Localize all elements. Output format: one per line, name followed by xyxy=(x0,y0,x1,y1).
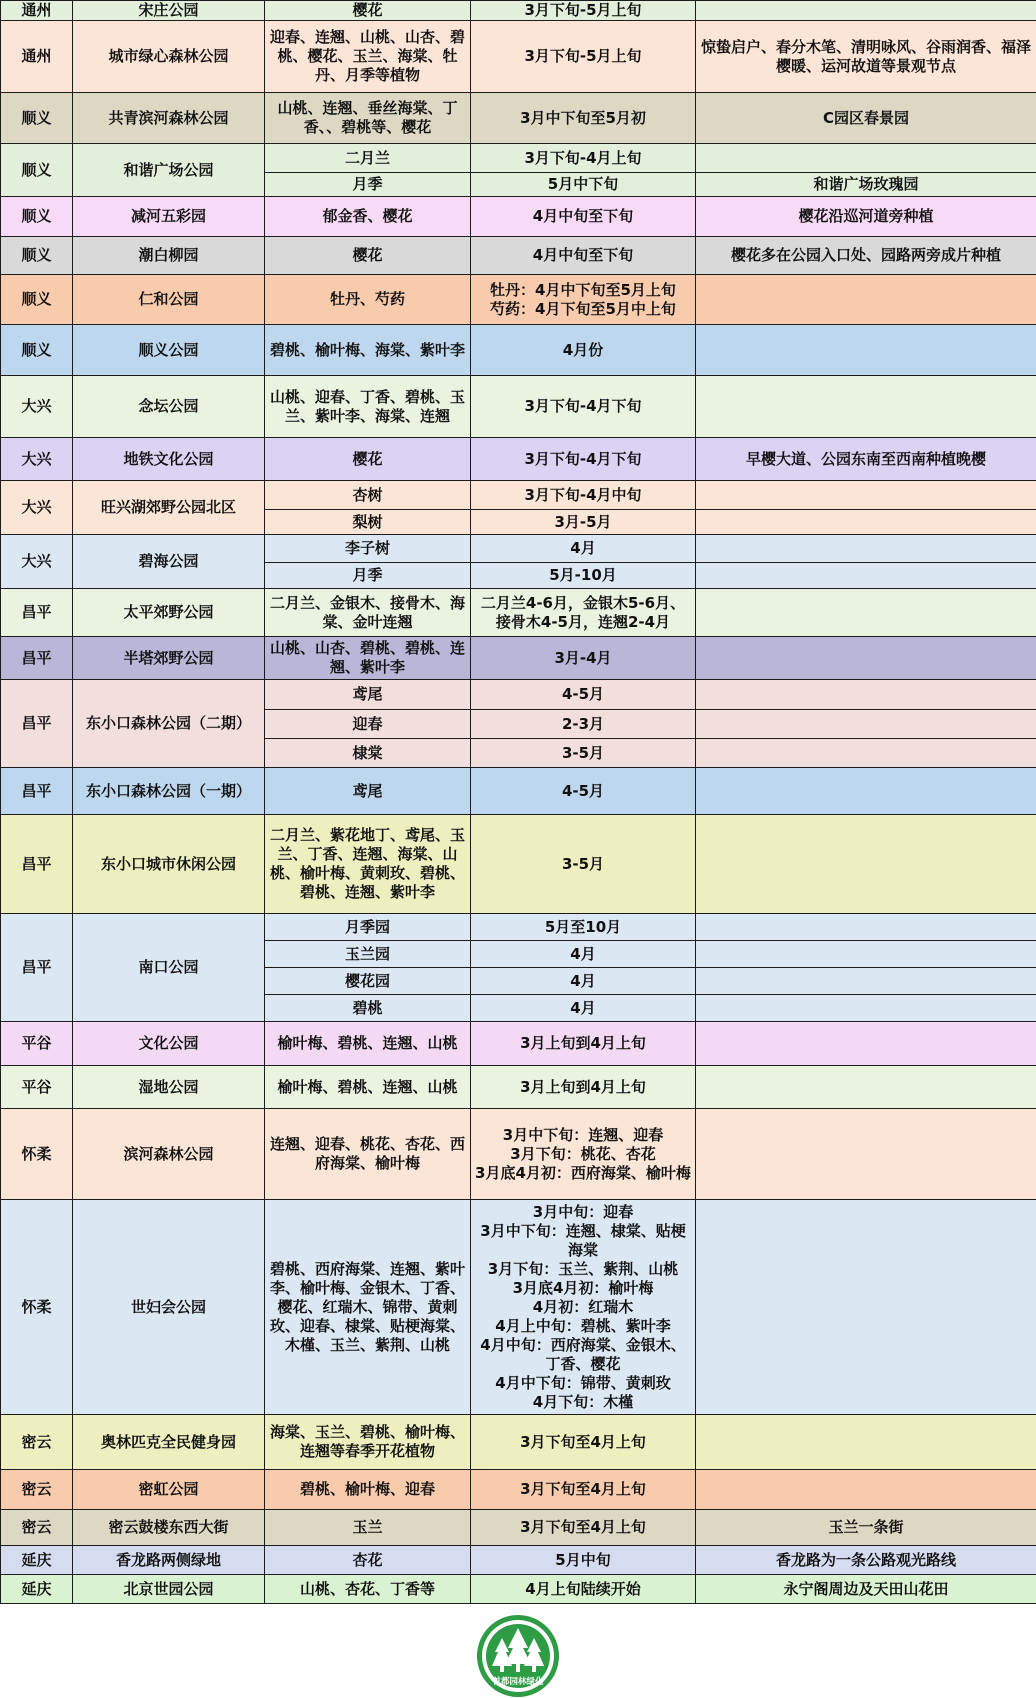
park-name-cell: 密虹公园 xyxy=(73,1470,265,1510)
district-cell: 顺义 xyxy=(1,237,73,275)
bloom-period-cell: 3月下旬至4月上旬 xyxy=(471,1510,696,1546)
highlight-cell xyxy=(696,510,1036,535)
district-cell: 顺义 xyxy=(1,144,73,197)
table-row xyxy=(1,21,1036,93)
highlight-cell xyxy=(696,768,1036,815)
highlight-cell xyxy=(696,376,1036,438)
table-row xyxy=(1,1470,1036,1510)
bloom-period-cell: 4月中旬至下旬 xyxy=(471,197,696,237)
table-row xyxy=(1,237,1036,275)
table-row xyxy=(1,1575,1036,1604)
bloom-period-cell: 5月中旬 xyxy=(471,1546,696,1575)
bloom-period-cell: 3月-4月 xyxy=(471,637,696,680)
highlight-cell xyxy=(696,637,1036,680)
highlight-cell xyxy=(696,710,1036,739)
park-name-cell: 太平郊野公园 xyxy=(73,589,265,637)
table-row xyxy=(1,438,1036,481)
highlight-cell xyxy=(696,680,1036,710)
park-name-cell: 碧海公园 xyxy=(73,535,265,589)
highlight-cell: 香龙路为一条公路观光路线 xyxy=(696,1546,1036,1575)
flower-cell: 月季 xyxy=(265,563,471,589)
bloom-period-cell: 二月兰4-6月，金银木5-6月、接骨木4-5月，连翘2-4月 xyxy=(471,589,696,637)
bloom-period-cell: 3月下旬-4月下旬 xyxy=(471,376,696,438)
park-name-cell: 北京世园公园 xyxy=(73,1575,265,1604)
bloom-period-cell: 4月份 xyxy=(471,325,696,376)
highlight-cell: 和谐广场玫瑰园 xyxy=(696,173,1036,197)
highlight-cell xyxy=(696,941,1036,968)
flower-cell: 碧桃 xyxy=(265,995,471,1022)
park-name-cell: 共青滨河森林公园 xyxy=(73,93,265,144)
park-name-cell: 减河五彩园 xyxy=(73,197,265,237)
bloom-period-cell: 3月下旬-4月下旬 xyxy=(471,438,696,481)
bloom-period-cell: 3月下旬-4月中旬 xyxy=(471,481,696,510)
bloom-period-cell: 5月至10月 xyxy=(471,914,696,941)
table-row xyxy=(1,914,1036,941)
district-cell: 昌平 xyxy=(1,768,73,815)
flower-cell: 山桃、山杏、碧桃、碧桃、连翘、紫叶李 xyxy=(265,637,471,680)
table-row xyxy=(1,637,1036,680)
district-cell: 平谷 xyxy=(1,1022,73,1066)
table-row xyxy=(1,275,1036,325)
highlight-cell xyxy=(696,144,1036,173)
flower-cell: 牡丹、芍药 xyxy=(265,275,471,325)
park-name-cell: 和谐广场公园 xyxy=(73,144,265,197)
district-cell: 怀柔 xyxy=(1,1200,73,1415)
highlight-cell: 永宁阁周边及天田山花田 xyxy=(696,1575,1036,1604)
district-cell: 昌平 xyxy=(1,815,73,914)
bloom-period-cell: 3月下旬至4月上旬 xyxy=(471,1415,696,1470)
flower-cell: 杏树 xyxy=(265,481,471,510)
park-name-cell: 半塔郊野公园 xyxy=(73,637,265,680)
table-row xyxy=(1,815,1036,914)
highlight-cell xyxy=(696,1415,1036,1470)
park-name-cell: 念坛公园 xyxy=(73,376,265,438)
park-name-cell: 湿地公园 xyxy=(73,1066,265,1109)
district-cell: 昌平 xyxy=(1,637,73,680)
flower-cell: 玉兰 xyxy=(265,1510,471,1546)
flower-cell: 郁金香、樱花 xyxy=(265,197,471,237)
bloom-period-cell: 3月下旬-5月上旬 xyxy=(471,21,696,93)
bloom-period-cell: 3-5月 xyxy=(471,815,696,914)
district-cell: 大兴 xyxy=(1,535,73,589)
bloom-period-cell: 4-5月 xyxy=(471,680,696,710)
park-name-cell: 城市绿心森林公园 xyxy=(73,21,265,93)
highlight-cell: 惊蛰启户、春分木笔、清明咏风、谷雨润香、福泽樱暖、运河故道等景观节点 xyxy=(696,21,1036,93)
bloom-period-cell: 3月-5月 xyxy=(471,510,696,535)
highlight-cell xyxy=(696,1066,1036,1109)
flower-cell: 榆叶梅、碧桃、连翘、山桃 xyxy=(265,1022,471,1066)
footer xyxy=(0,1608,1036,1697)
district-cell: 密云 xyxy=(1,1470,73,1510)
park-name-cell: 旺兴湖郊野公园北区 xyxy=(73,481,265,535)
highlight-cell xyxy=(696,995,1036,1022)
flower-cell: 玉兰园 xyxy=(265,941,471,968)
table-row xyxy=(1,1,1036,21)
highlight-cell xyxy=(696,325,1036,376)
district-cell: 大兴 xyxy=(1,438,73,481)
table-row xyxy=(1,1200,1036,1415)
park-name-cell: 奥林匹克全民健身园 xyxy=(73,1415,265,1470)
district-cell: 延庆 xyxy=(1,1546,73,1575)
district-cell: 大兴 xyxy=(1,481,73,535)
highlight-cell xyxy=(696,589,1036,637)
highlight-cell xyxy=(696,1022,1036,1066)
park-name-cell: 世妇会公园 xyxy=(73,1200,265,1415)
table-row xyxy=(1,1510,1036,1546)
flower-cell: 山桃、迎春、丁香、碧桃、玉兰、紫叶李、海棠、连翘 xyxy=(265,376,471,438)
flower-cell: 二月兰、金银木、接骨木、海棠、金叶连翘 xyxy=(265,589,471,637)
park-name-cell: 地铁文化公园 xyxy=(73,438,265,481)
park-name-cell: 滨河森林公园 xyxy=(73,1109,265,1200)
flower-cell: 连翘、迎春、桃花、杏花、西府海棠、榆叶梅 xyxy=(265,1109,471,1200)
district-cell: 大兴 xyxy=(1,376,73,438)
bloom-period-cell: 4月 xyxy=(471,968,696,995)
flower-cell: 鸢尾 xyxy=(265,768,471,815)
park-name-cell: 东小口森林公园（二期） xyxy=(73,680,265,768)
flower-cell: 山桃、连翘、垂丝海棠、丁香、、碧桃等、樱花 xyxy=(265,93,471,144)
flower-cell: 棣棠 xyxy=(265,739,471,768)
district-cell: 通州 xyxy=(1,21,73,93)
bloom-period-cell: 3-5月 xyxy=(471,739,696,768)
highlight-cell xyxy=(696,1470,1036,1510)
district-cell: 通州 xyxy=(1,1,73,21)
bloom-period-cell: 3月上旬到4月上旬 xyxy=(471,1066,696,1109)
flower-cell: 海棠、玉兰、碧桃、榆叶梅、连翘等春季开花植物 xyxy=(265,1415,471,1470)
bloom-period-cell: 3月下旬-4月上旬 xyxy=(471,144,696,173)
park-name-cell: 东小口森林公园（一期） xyxy=(73,768,265,815)
bloom-period-cell: 4月中旬至下旬 xyxy=(471,237,696,275)
highlight-cell: 玉兰一条街 xyxy=(696,1510,1036,1546)
highlight-cell xyxy=(696,968,1036,995)
logo-text: 首都园林绿化 xyxy=(492,1676,544,1687)
district-cell: 昌平 xyxy=(1,914,73,1022)
district-cell: 顺义 xyxy=(1,197,73,237)
district-cell: 密云 xyxy=(1,1510,73,1546)
flower-cell: 二月兰、紫花地丁、鸢尾、玉兰、丁香、连翘、海棠、山桃、榆叶梅、黄刺玫、碧桃、碧桃、连翘、紫叶李 xyxy=(265,815,471,914)
bloom-period-cell: 3月下旬-5月上旬 xyxy=(471,1,696,21)
table-row xyxy=(1,325,1036,376)
park-name-cell: 密云鼓楼东西大街 xyxy=(73,1510,265,1546)
bloom-period-cell: 4月上旬陆续开始 xyxy=(471,1575,696,1604)
highlight-cell xyxy=(696,563,1036,589)
district-cell: 顺义 xyxy=(1,325,73,376)
highlight-cell xyxy=(696,535,1036,563)
bloom-period-cell: 2-3月 xyxy=(471,710,696,739)
district-cell: 平谷 xyxy=(1,1066,73,1109)
bloom-period-cell: 3月中下旬：连翘、迎春 3月下旬：桃花、杏花 3月底4月初：西府海棠、榆叶梅 xyxy=(471,1109,696,1200)
flower-cell: 樱花园 xyxy=(265,968,471,995)
district-cell: 延庆 xyxy=(1,1575,73,1604)
tree-icon xyxy=(476,1614,560,1698)
district-cell: 密云 xyxy=(1,1415,73,1470)
table-row xyxy=(1,1022,1036,1066)
bloom-period-cell: 5月-10月 xyxy=(471,563,696,589)
district-cell: 昌平 xyxy=(1,589,73,637)
park-name-cell: 南口公园 xyxy=(73,914,265,1022)
flower-cell: 樱花 xyxy=(265,1,471,21)
flower-cell: 鸢尾 xyxy=(265,680,471,710)
highlight-cell xyxy=(696,739,1036,768)
table-row xyxy=(1,680,1036,710)
flower-cell: 碧桃、榆叶梅、海棠、紫叶李 xyxy=(265,325,471,376)
flower-cell: 李子树 xyxy=(265,535,471,563)
flower-cell: 山桃、杏花、丁香等 xyxy=(265,1575,471,1604)
flower-cell: 月季 xyxy=(265,173,471,197)
flower-cell: 榆叶梅、碧桃、连翘、山桃 xyxy=(265,1066,471,1109)
bloom-period-cell: 3月中下旬至5月初 xyxy=(471,93,696,144)
bloom-period-cell: 3月中旬：迎春 3月中下旬：连翘、棣棠、贴梗海棠 3月下旬：玉兰、紫荆、山桃 3月底4月初：榆叶梅 4月初：红瑞木 4月上中旬：碧桃、紫叶李 4月中旬：西府海棠、金银木、丁香、樱花 4月中下旬：锦带、黄刺玫 4月下旬：木槿 xyxy=(471,1200,696,1415)
bloom-period-cell: 4月 xyxy=(471,535,696,563)
bloom-period-cell: 4月 xyxy=(471,995,696,1022)
flower-cell: 杏花 xyxy=(265,1546,471,1575)
bloom-period-cell: 4月 xyxy=(471,941,696,968)
highlight-cell: 早樱大道、公园东南至西南种植晚樱 xyxy=(696,438,1036,481)
table-row xyxy=(1,1109,1036,1200)
bloom-period-cell: 3月下旬至4月上旬 xyxy=(471,1470,696,1510)
flower-cell: 碧桃、西府海棠、连翘、紫叶李、榆叶梅、金银木、丁香、樱花、红瑞木、锦带、黄刺玫、迎春、棣棠、贴梗海棠、木槿、玉兰、紫荆、山桃 xyxy=(265,1200,471,1415)
highlight-cell xyxy=(696,1109,1036,1200)
highlight-cell xyxy=(696,1,1036,21)
table-row xyxy=(1,376,1036,438)
highlight-cell xyxy=(696,815,1036,914)
highlight-cell: 樱花多在公园入口处、园路两旁成片种植 xyxy=(696,237,1036,275)
table-row xyxy=(1,481,1036,510)
flower-cell: 樱花 xyxy=(265,237,471,275)
flower-cell: 樱花 xyxy=(265,438,471,481)
flower-cell: 碧桃、榆叶梅、迎春 xyxy=(265,1470,471,1510)
bloom-period-cell: 5月中下旬 xyxy=(471,173,696,197)
highlight-cell xyxy=(696,914,1036,941)
flower-cell: 迎春 xyxy=(265,710,471,739)
table-row xyxy=(1,1415,1036,1470)
table-row xyxy=(1,144,1036,173)
flower-cell: 迎春、连翘、山桃、山杏、碧桃、樱花、玉兰、海棠、牡丹、月季等植物 xyxy=(265,21,471,93)
highlight-cell xyxy=(696,1200,1036,1415)
park-name-cell: 香龙路两侧绿地 xyxy=(73,1546,265,1575)
bloom-period-cell: 4-5月 xyxy=(471,768,696,815)
table-row xyxy=(1,768,1036,815)
highlight-cell: C园区春景园 xyxy=(696,93,1036,144)
park-name-cell: 文化公园 xyxy=(73,1022,265,1066)
district-cell: 顺义 xyxy=(1,275,73,325)
bloom-period-cell: 牡丹：4月中下旬至5月上旬 芍药：4月下旬至5月中上旬 xyxy=(471,275,696,325)
flower-cell: 二月兰 xyxy=(265,144,471,173)
flower-cell: 梨树 xyxy=(265,510,471,535)
highlight-cell: 樱花沿巡河道旁种植 xyxy=(696,197,1036,237)
table-row xyxy=(1,93,1036,144)
table-row xyxy=(1,589,1036,637)
district-cell: 昌平 xyxy=(1,680,73,768)
park-name-cell: 潮白柳园 xyxy=(73,237,265,275)
park-name-cell: 东小口城市休闲公园 xyxy=(73,815,265,914)
district-cell: 顺义 xyxy=(1,93,73,144)
bloom-period-cell: 3月上旬到4月上旬 xyxy=(471,1022,696,1066)
flower-cell: 月季园 xyxy=(265,914,471,941)
table-row xyxy=(1,1066,1036,1109)
table-row xyxy=(1,535,1036,563)
park-name-cell: 宋庄公园 xyxy=(73,1,265,21)
highlight-cell xyxy=(696,275,1036,325)
district-cell: 怀柔 xyxy=(1,1109,73,1200)
park-name-cell: 顺义公园 xyxy=(73,325,265,376)
table-row xyxy=(1,197,1036,237)
table-row xyxy=(1,1546,1036,1575)
highlight-cell xyxy=(696,481,1036,510)
park-name-cell: 仁和公园 xyxy=(73,275,265,325)
